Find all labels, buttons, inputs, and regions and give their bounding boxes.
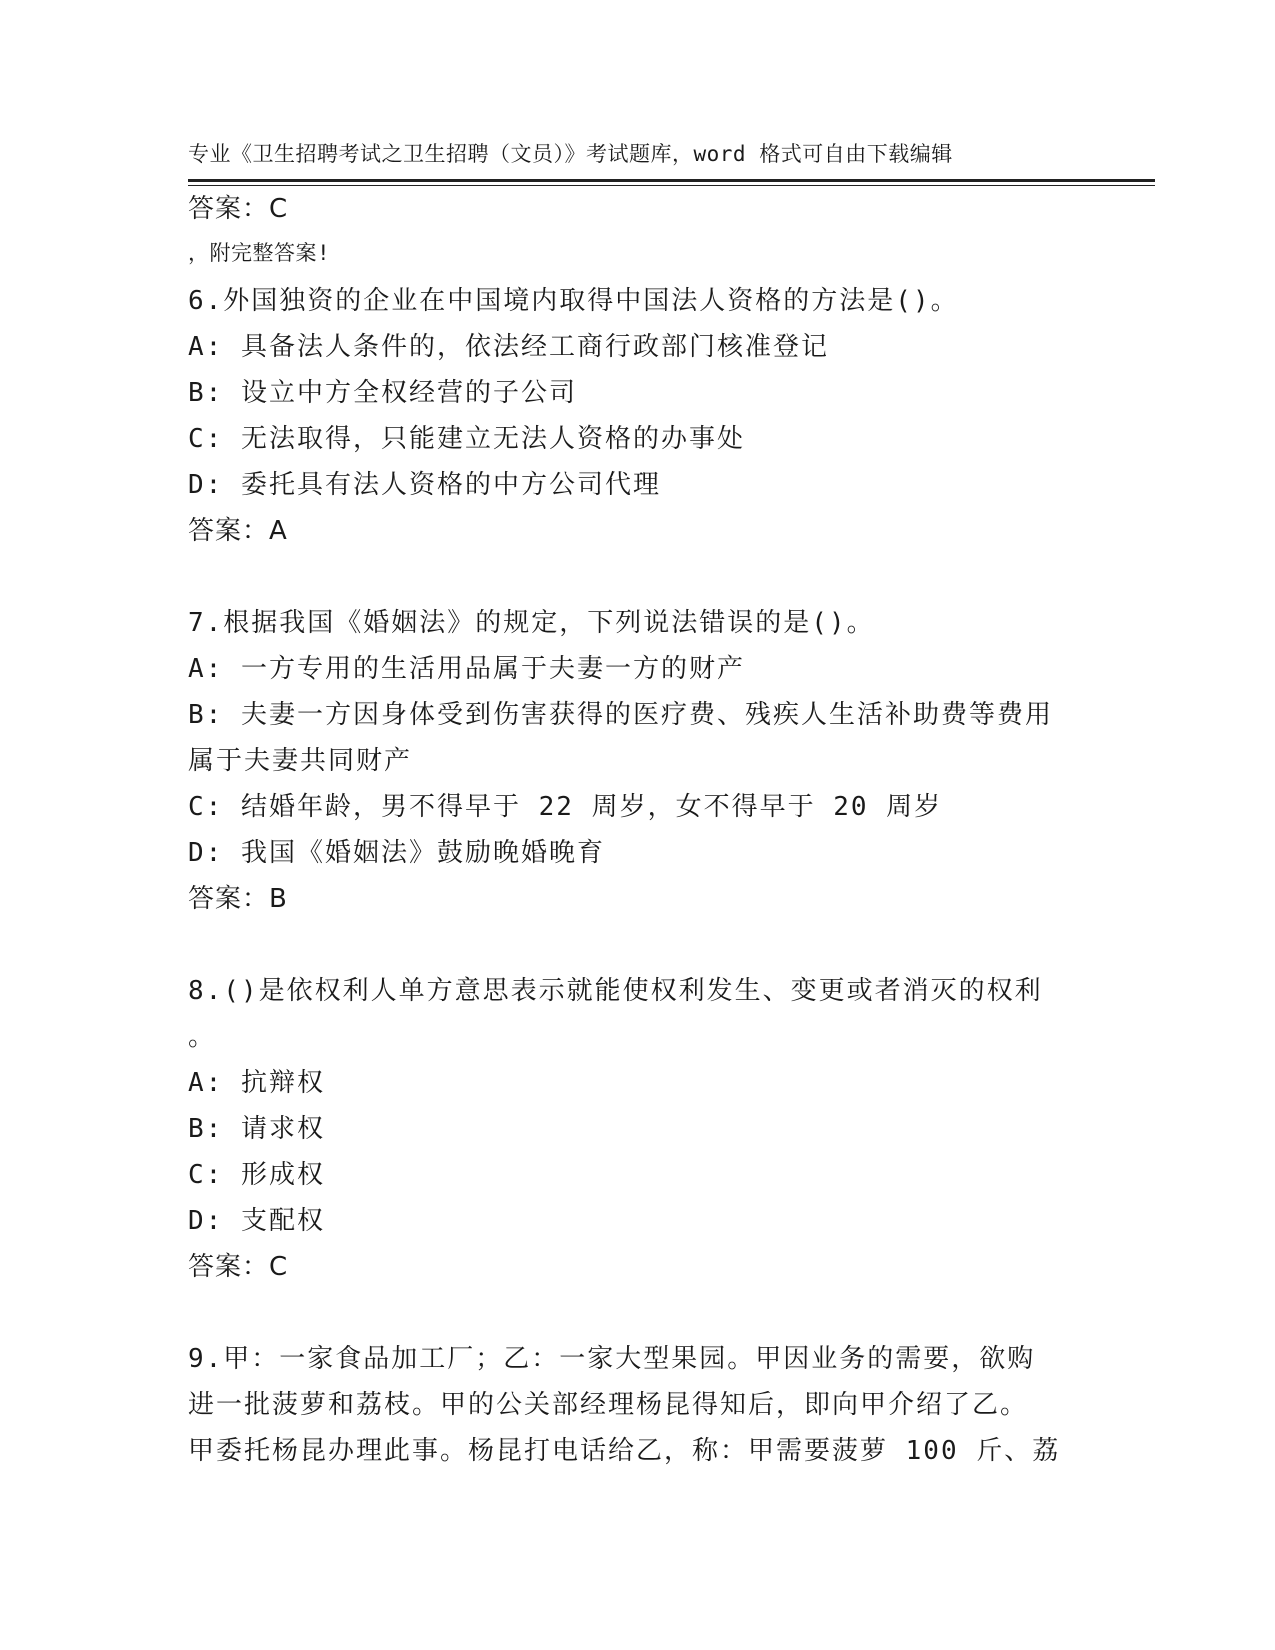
header-line-1: 专业《卫生招聘考试之卫生招聘（文员）》考试题库，word 格式可自由下载编辑 — [188, 142, 953, 166]
question-content — [188, 186, 1088, 1474]
option-b: B: 设立中方全权经营的子公司 — [188, 378, 577, 408]
option-b: B: 请求权 — [188, 1114, 325, 1144]
spacer — [188, 232, 1088, 278]
option-a: A: 具备法人条件的，依法经工商行政部门核准登记 — [188, 332, 829, 362]
spacer — [188, 1290, 1088, 1336]
question-text-line: 进一批菠萝和荔枝。甲的公关部经理杨昆得知后，即向甲介绍了乙。 — [188, 1390, 1029, 1420]
option-b-continued: 属于夫妻共同财产 — [188, 746, 413, 776]
header-line-2: ，附完整答案! — [188, 241, 331, 265]
question-text-line: 甲委托杨昆办理此事。杨昆打电话给乙，称：甲需要菠萝 100 斤、荔 — [188, 1436, 1061, 1466]
question-stem: 6.外国独资的企业在中国境内取得中国法人资格的方法是()。 — [188, 286, 959, 316]
answer: 答案：C — [188, 1252, 289, 1282]
option-a: A: 一方专用的生活用品属于夫妻一方的财产 — [188, 654, 745, 684]
option-c: C: 无法取得，只能建立无法人资格的办事处 — [188, 424, 745, 454]
question-6 — [188, 278, 1088, 554]
answer: 答案：A — [188, 516, 288, 546]
option-a: A: 抗辩权 — [188, 1068, 325, 1098]
option-d: D: 委托具有法人资格的中方公司代理 — [188, 470, 661, 500]
question-stem-continued: 。 — [188, 1022, 217, 1052]
question-8 — [188, 968, 1088, 1290]
option-d: D: 我国《婚姻法》鼓励晚婚晚育 — [188, 838, 605, 868]
answer-q5: 答案：C — [188, 194, 289, 224]
question-7 — [188, 600, 1088, 922]
question-text-line: 9.甲：一家食品加工厂；乙：一家大型果园。甲因业务的需要，欲购 — [188, 1344, 1036, 1374]
option-c: C: 结婚年龄，男不得早于 22 周岁，女不得早于 20 周岁 — [188, 792, 943, 822]
question-stem: 7.根据我国《婚姻法》的规定，下列说法错误的是()。 — [188, 608, 875, 638]
spacer — [188, 922, 1088, 968]
option-b: B: 夫妻一方因身体受到伤害获得的医疗费、残疾人生活补助费等费用 — [188, 700, 1053, 730]
spacer — [188, 554, 1088, 600]
option-c: C: 形成权 — [188, 1160, 325, 1190]
question-stem: 8.()是依权利人单方意思表示就能使权利发生、变更或者消灭的权利 — [188, 976, 1043, 1006]
question-9 — [188, 1336, 1088, 1474]
option-d: D: 支配权 — [188, 1206, 325, 1236]
header-rule-thick — [188, 179, 1155, 182]
answer: 答案：B — [188, 884, 288, 914]
